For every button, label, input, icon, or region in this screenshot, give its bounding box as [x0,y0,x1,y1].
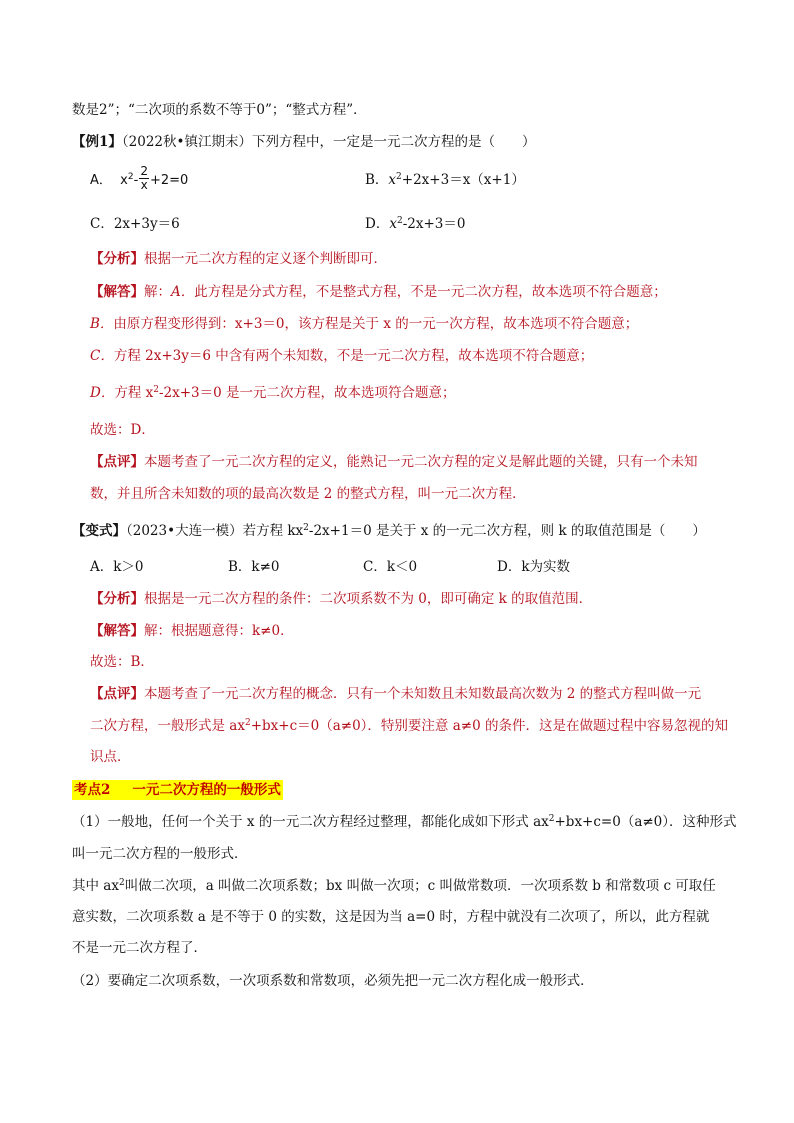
example1-option-a: A． $x^2-$ $\frac{2}{x}$ +2=0 [90,164,189,192]
variant-comment-2: 二次方程，一般形式是 $ax^2+bx+c=0(a\ne 0)$．特别要注意 a≠0 的条件．这是在做题过程中容易忽视的知 [90,718,728,734]
section2-p1-line1: （1）一般地，任何一个关于 x 的一元二次方程经过整理，都能化成如下形式 $ax^2+bx+c=0(a\ne 0)$．这种形式 [72,814,737,830]
variant-question: 【变式】（2023•大连一模）若方程 $kx^2-2x+1=0$ 是关于 x 的一元二次方程，则 k 的取值范围是（ ） [72,523,706,539]
variant-tag: 【变式】 [72,523,126,539]
example1-question [72,132,535,152]
section2-p2-line1: 其中 $ax^2$叫做二次项，a 叫做二次项系数；bx 叫做一次项；c 叫做常数项．一次项系数 b 和常数项 c 可取任 [72,878,716,894]
section2-p3: （2）要确定二次项系数，一次项系数和常数项，必须先把一元二次方程化成一般形式． [72,973,594,989]
variant-source: （2023•大连一模） [126,523,243,539]
example1-answer-d: D．方程 $x^2-2x+3=0$ 是一元二次方程，故本选项符合题意； [90,385,456,401]
example1-option-d: D．$x^2-2x+3=0$ [365,216,466,232]
variant-option-a: A．k＞0 [90,559,144,575]
section-title: 一元二次方程的一般形式 [132,782,281,798]
example1-tag: 【例1】 [72,134,122,150]
example1-analysis: 【分析】根据一元二次方程的定义逐个判断即可． [90,251,387,267]
example1-choice: 故选：D． [90,422,155,438]
variant-analysis: 【分析】根据是一元二次方程的条件：二次项系数不为 0，即可确定 k 的取值范围． [90,591,593,607]
example1-question-text: 下列方程中，一定是一元二次方程的是（ ） [251,134,536,150]
variant-option-d: D．k为实数 [497,559,571,575]
variant-comment-1: 【点评】本题考查了一元二次方程的概念．只有一个未知数且未知数最高次数为 2 的整式方程叫做一元 [90,686,702,702]
section-label: 考点2 [74,782,111,798]
variant-choice: 故选：B． [90,654,154,670]
example1-source: （2022秋•镇江期末） [121,134,252,150]
variant-comment-3: 识点． [90,749,131,765]
fraction: $\frac{2}{x}$ [140,164,148,192]
variant-option-c: C．k＜0 [363,559,418,575]
example1-option-c: C．2x+3y＝6 [90,216,180,232]
section2-p2-line3: 不是一元二次方程了． [72,940,207,956]
example1-answer-a: 【解答】解：A．此方程是分式方程，不是整式方程，不是一元二次方程，故本选项不符合题意； [90,284,667,300]
variant-option-b: B．k≠0 [228,559,280,575]
example1-comment-2: 数，并且所含未知数的项的最高次数是 2 的整式方程，叫一元二次方程． [90,486,526,502]
section2-p2-line2: 意实数，二次项系数 a 是不等于 0 的实数，这是因为当 a=0 时，方程中就没有二次项了，所以，此方程就 [72,909,710,925]
section2-p1-line2: 叫一元二次方程的一般形式． [72,846,248,862]
example1-answer-c: C．方程 2x+3y＝6 中含有两个未知数，不是一元二次方程，故本选项不符合题意； [90,348,594,364]
variant-answer: 【解答】解：根据题意得：k≠0． [90,623,294,639]
section-heading [72,780,283,800]
intro-tail: 数是2”；“二次项的系数不等于0”；“整式方程”． [72,102,367,118]
example1-comment-1: 【点评】本题考查了一元二次方程的定义，能熟记一元二次方程的定义是解此题的关键，只有一个未知 [90,454,698,470]
example1-option-b: B．$x^2+2x+3=x(x+1)$ [365,172,525,188]
example1-answer-b: B．由原方程变形得到：x+3＝0，该方程是关于 x 的一元一次方程，故本选项不符合题意； [90,316,639,332]
